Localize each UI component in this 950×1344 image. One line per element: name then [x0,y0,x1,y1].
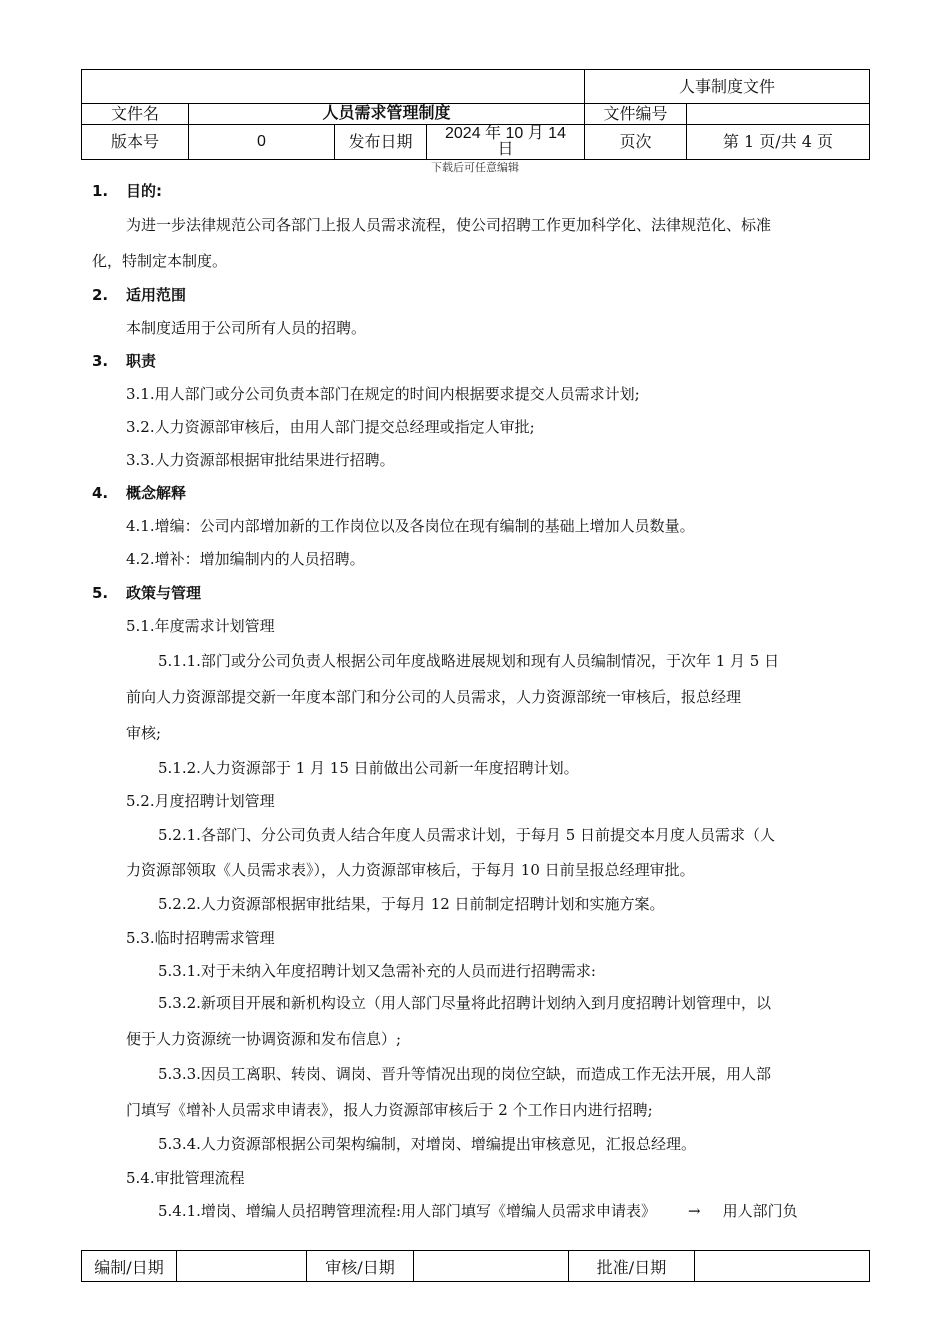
approved-by-field[interactable] [695,1251,870,1282]
paragraph-line: 本制度适用于公司所有人员的招聘。 [126,319,367,337]
clause-3-2: 3.2.人力资源部审核后，由用人部门提交总经理或指定人审批; [126,418,535,436]
reviewed-by-label: 审核/日期 [307,1251,414,1282]
section-heading-2 [92,284,186,305]
publish-date-label: 发布日期 [335,125,427,160]
file-name-label: 文件名 [82,104,189,125]
signature-footer-table [81,1250,870,1282]
section-number: 4. [92,484,109,502]
document-header-table [81,69,870,160]
clause-5-3-3: 5.3.3.因员工离职、转岗、调岗、晋升等情况出现的岗位空缺，而造成工作无法开展，用人部 [158,1065,771,1083]
clause-5-3-1: 5.3.1.对于未纳入年度招聘计划又急需补充的人员而进行招聘需求: [158,962,596,980]
clause-5-3: 5.3.临时招聘需求管理 [126,929,275,947]
header-blank-cell [82,70,585,104]
section-title: 职责 [126,352,157,370]
clause-5-3-2-cont: 便于人力资源统一协调资源和发布信息）; [126,1030,402,1048]
clause-5-1-1: 5.1.1.部门或分公司负责人根据公司年度战略进展规划和现有人员编制情况，于次年 1 月 5 日 [158,652,780,670]
clause-5-3-2: 5.3.2.新项目开展和新机构设立（用人部门尽量将此招聘计划纳入到月度招聘计划管理中，以 [158,994,771,1012]
page-label: 页次 [585,125,687,160]
clause-5-3-4: 5.3.4.人力资源部根据公司架构编制，对增岗、增编提出审核意见，汇报总经理。 [158,1135,696,1153]
prepared-by-label: 编制/日期 [82,1251,177,1282]
publish-date: 2024 年 10 月 14 日 [427,125,585,160]
section-number: 3. [92,352,109,370]
doc-type: 人事制度文件 [585,70,870,104]
section-heading-5 [92,582,201,603]
clause-5-1-1-cont: 前向人力资源部提交新一年度本部门和分公司的人员需求，人力资源部统一审核后，报总经理 [126,688,742,706]
clause-5-4-1 [158,1200,798,1221]
version-label: 版本号 [82,125,189,160]
clause-5-2: 5.2.月度招聘计划管理 [126,792,275,810]
section-number: 2. [92,286,109,304]
section-number: 1. [92,182,109,200]
paragraph-line: 化，特制定本制度。 [92,252,228,270]
section-title: 适用范围 [126,286,187,304]
clause-5-1-2: 5.1.2.人力资源部于 1 月 15 日前做出公司新一年度招聘计划。 [158,759,579,777]
clause-3-1: 3.1.用人部门或分公司负责本部门在规定的时间内根据要求提交人员需求计划; [126,385,640,403]
section-title: 政策与管理 [126,584,202,602]
clause-5-4-1-text: 5.4.1.增岗、增编人员招聘管理流程:用人部门填写《增编人员需求申请表》 [158,1202,656,1220]
clause-5-4: 5.4.审批管理流程 [126,1169,245,1187]
clause-5-2-1: 5.2.1.各部门、分公司负责人结合年度人员需求计划，于每月 5 日前提交本月度人员需求（人 [158,826,776,844]
prepared-by-field[interactable] [177,1251,307,1282]
section-heading-3 [92,350,156,371]
clause-3-3: 3.3.人力资源部根据审批结果进行招聘。 [126,451,395,469]
page-number: 第 1 页/共 4 页 [687,125,870,160]
section-heading-4 [92,482,186,503]
clause-4-1: 4.1.增编：公司内部增加新的工作岗位以及各岗位在现有编制的基础上增加人员数量。 [126,517,695,535]
clause-5-3-3-cont: 门填写《增补人员需求申请表》，报人力资源部审核后于 2 个工作日内进行招聘; [126,1101,653,1119]
clause-4-2: 4.2.增补：增加编制内的人员招聘。 [126,550,365,568]
file-name: 人员需求管理制度 [189,104,585,125]
section-title: 概念解释 [126,484,187,502]
clause-5-1: 5.1.年度需求计划管理 [126,617,275,635]
reviewed-by-field[interactable] [414,1251,569,1282]
clause-5-2-2: 5.2.2.人力资源部根据审批结果，于每月 12 日前制定招聘计划和实施方案。 [158,895,665,913]
section-title: 目的: [126,182,162,200]
paragraph-line: 为进一步法律规范公司各部门上报人员需求流程，使公司招聘工作更加科学化、法律规范化、标准 [126,216,772,234]
clause-5-2-1-cont: 力资源部领取《人员需求表》），人力资源部审核后，于每月 10 日前呈报总经理审批。 [126,861,695,879]
section-heading-1 [92,180,162,201]
file-no-label: 文件编号 [585,104,687,125]
approved-by-label: 批准/日期 [569,1251,695,1282]
clause-5-4-1-tail: 用人部门负 [722,1202,798,1220]
right-arrow-icon: → [688,1202,701,1220]
section-number: 5. [92,584,109,602]
file-no [687,104,870,125]
watermark-text: 下载后可任意编辑 [431,161,519,174]
clause-5-1-1-cont: 审核; [126,724,162,742]
version: 0 [189,125,335,160]
